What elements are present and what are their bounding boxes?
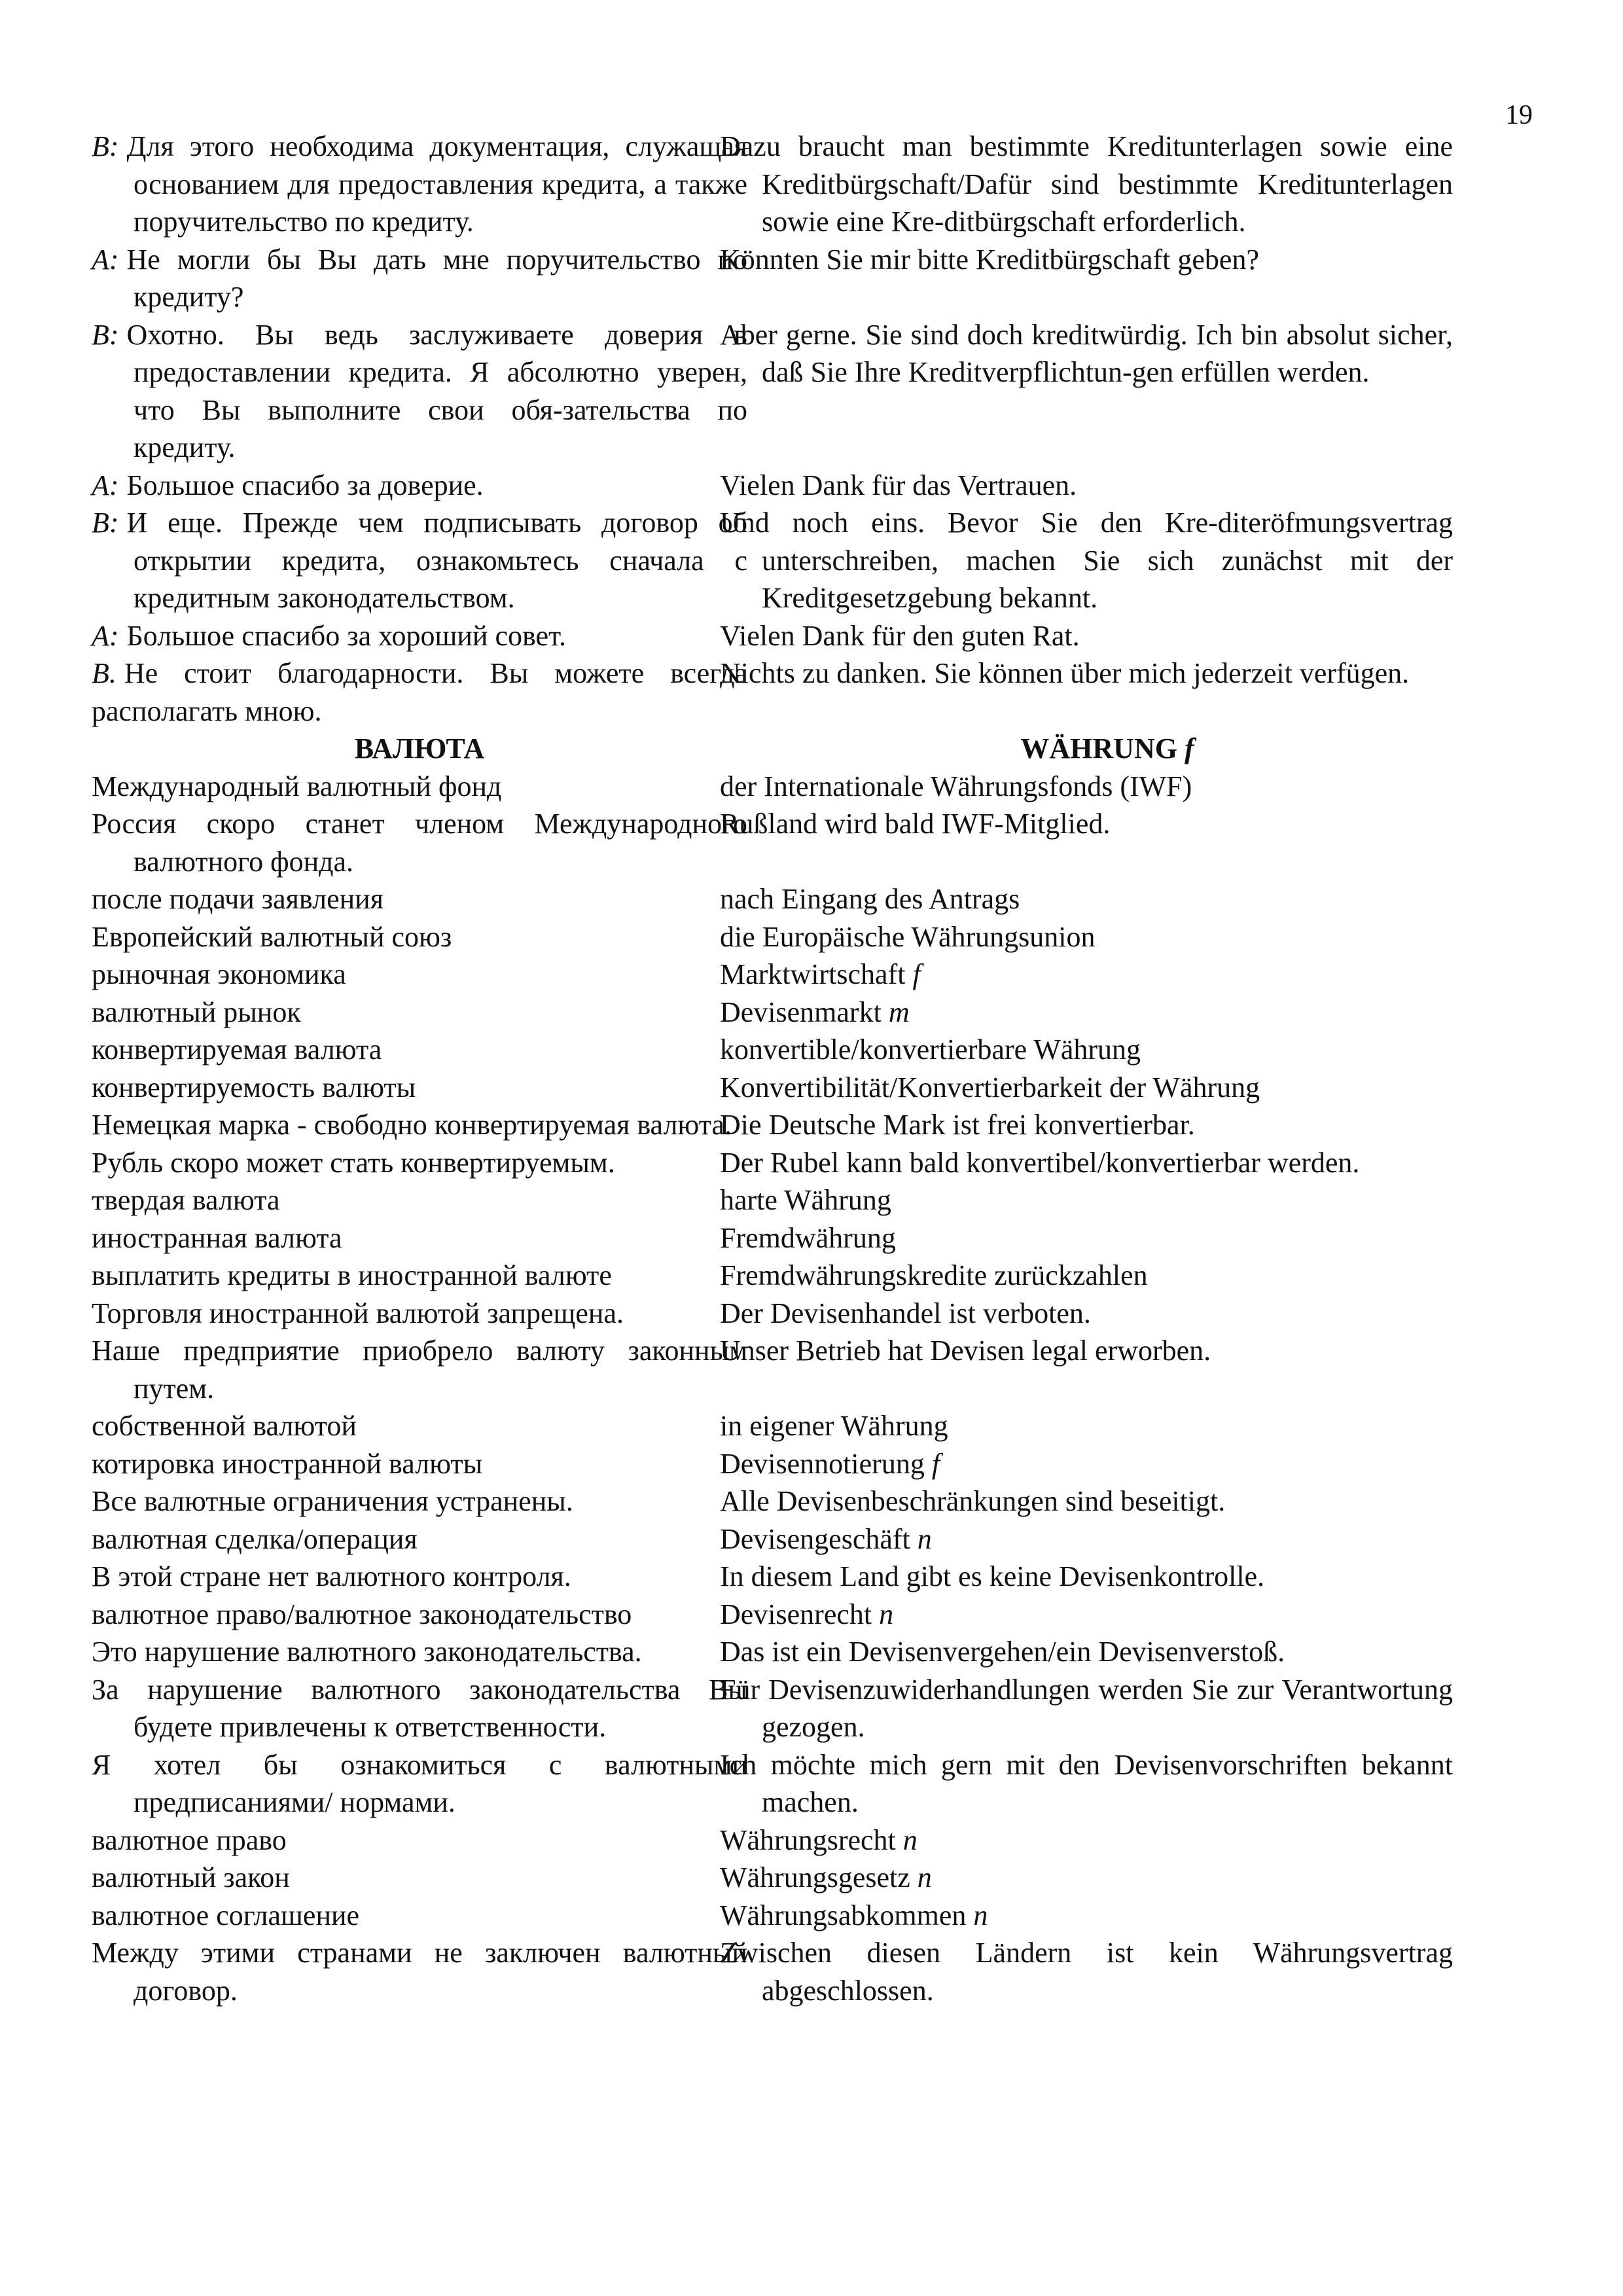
de-term: Der Devisenhandel ist verboten. (720, 1297, 1091, 1329)
gender-marker: f (912, 958, 921, 990)
de-term: Marktwirtschaft f (720, 958, 921, 990)
speaker-label: A: (92, 619, 119, 652)
de-text: Vielen Dank für den guten Rat. (720, 619, 1080, 652)
ru-text: B: И еще. Прежде чем подписывать договор об открытии кредита, ознакомьтесь сначала с кредитным законодательством. (92, 507, 747, 614)
ru-term: Европейский валютный союз (92, 920, 452, 953)
ru-term: Наше предприятие приобрело валюту законным путем. (92, 1335, 747, 1405)
vocab-row (92, 1257, 1453, 1295)
de-term: Fremdwährungskredite zurückzahlen (720, 1259, 1148, 1291)
ru-term: Международный валютный фонд (92, 770, 502, 802)
ru-term: валютное соглашение (92, 1899, 360, 1931)
vocab-row (92, 1219, 1453, 1257)
vocab-row (92, 1746, 1453, 1821)
vocab-row (92, 1144, 1453, 1182)
de-term: Der Rubel kann bald konvertibel/konvertierbar werden. (720, 1146, 1360, 1179)
de-term: Fremdwährung (720, 1221, 896, 1254)
gender-marker: m (888, 996, 910, 1028)
ru-term: котировка иностранной валюты (92, 1447, 483, 1480)
de-term: Devisengeschäft n (720, 1522, 932, 1555)
ru-term: после подачи заявления (92, 883, 383, 915)
de-term: Ich möchte mich gern mit den Devisenvorschriften bekannt machen. (720, 1748, 1453, 1818)
speaker-label: B: (92, 130, 119, 162)
ru-term: Торговля иностранной валютой запрещена. (92, 1297, 624, 1329)
vocab-row (92, 1596, 1453, 1634)
vocab-row (92, 1934, 1453, 2009)
gender-marker: n (917, 1861, 932, 1893)
ru-term: выплатить кредиты в иностранной валюте (92, 1259, 612, 1291)
de-term: Das ist ein Devisenvergehen/ein Devisenverstoß. (720, 1636, 1285, 1668)
dialog-row (92, 617, 1453, 655)
ru-term: конвертируемость валюты (92, 1071, 416, 1103)
vocab-row (92, 1407, 1453, 1445)
vocab-row (92, 1520, 1453, 1558)
de-term: Zwischen diesen Ländern ist kein Währungsvertrag abgeschlossen. (720, 1937, 1453, 2007)
gender-marker: f (931, 1447, 940, 1480)
speaker-label: B: (92, 318, 119, 351)
vocab-row (92, 956, 1453, 994)
speaker-label: B: (92, 507, 119, 539)
de-term: Devisennotierung f (720, 1447, 940, 1480)
vocab-row (92, 1482, 1453, 1520)
ru-term: В этой стране нет валютного контроля. (92, 1560, 571, 1592)
vocab-row (92, 1069, 1453, 1107)
dialog-row (92, 316, 1453, 467)
de-term: Unser Betrieb hat Devisen legal erworben. (720, 1335, 1211, 1367)
ru-term: Немецкая марка - свободно конвертируемая валюта. (92, 1109, 732, 1141)
vocab-row (92, 1633, 1453, 1671)
de-text: Nichts zu danken. Sie können über mich jederzeit verfügen. (720, 657, 1410, 689)
vocab-row (92, 994, 1453, 1031)
vocab-row (92, 1181, 1453, 1219)
vocab-row (92, 1897, 1453, 1935)
de-term: Währungsrecht n (720, 1823, 918, 1856)
bilingual-text (92, 128, 1453, 2009)
de-text: Vielen Dank für das Vertrauen. (720, 469, 1077, 501)
de-text: Aber gerne. Sie sind doch kreditwürdig. Ich bin absolut sicher, daß Sie Ihre Kreditverpflichtun-gen erfüllen werden. (720, 318, 1453, 388)
vocab-row (92, 1445, 1453, 1483)
de-term: harte Währung (720, 1184, 891, 1216)
vocab-row (92, 1106, 1453, 1144)
vocab-row (92, 1859, 1453, 1897)
speaker-label: A: (92, 469, 119, 501)
section-heading (92, 730, 1453, 768)
de-term: in eigener Währung (720, 1410, 948, 1442)
vocab-row (92, 880, 1453, 918)
de-term: Alle Devisenbeschränkungen sind beseitigt. (720, 1485, 1226, 1517)
ru-term: собственной валютой (92, 1410, 357, 1442)
page-number: 19 (1505, 100, 1533, 130)
de-term: die Europäische Währungsunion (720, 920, 1096, 953)
ru-text: A: Большое спасибо за хороший совет. (92, 619, 566, 652)
ru-term: иностранная валюта (92, 1221, 342, 1254)
ru-term: За нарушение валютного законодательства Вы будете привлечены к ответственности. (92, 1673, 747, 1743)
de-term: Die Deutsche Mark ist frei konvertierbar. (720, 1109, 1195, 1141)
vocab-row (92, 1332, 1453, 1407)
ru-term: валютный закон (92, 1861, 290, 1893)
gender-marker: n (917, 1522, 932, 1555)
ru-text: A: Большое спасибо за доверие. (92, 469, 484, 501)
ru-term: Я хотел бы ознакомиться с валютными предписаниями/ нормами. (92, 1748, 747, 1818)
gender-marker: f (1184, 732, 1194, 764)
de-term: In diesem Land gibt es keine Devisenkontrolle. (720, 1560, 1265, 1592)
vocab-row (92, 1821, 1453, 1859)
vocab-row (92, 1558, 1453, 1596)
ru-term: валютное право (92, 1823, 287, 1856)
dialog-row (92, 504, 1453, 617)
de-term: der Internationale Währungsfonds (IWF) (720, 770, 1192, 802)
de-term: Rußland wird bald IWF-Mitglied. (720, 808, 1111, 840)
gender-marker: n (973, 1899, 988, 1931)
dialog-row (92, 655, 1453, 730)
dialog-row (92, 128, 1453, 241)
de-term: Währungsgesetz n (720, 1861, 932, 1893)
heading-ru: ВАЛЮТА (354, 732, 485, 764)
de-text: Dazu braucht man bestimmte Kreditunterlagen sowie eine Kreditbürgschaft/Dafür sind bestimmte Kreditunterlagen sowie eine Kre-ditbürgschaft erforderlich. (720, 130, 1453, 238)
ru-term: Россия скоро станет членом Международного валютного фонда. (92, 808, 747, 878)
ru-text: B: Охотно. Вы ведь заслуживаете доверия в предоставлении кредита. Я абсолютно уверен, что Вы выполните свои обя-зательства по кредиту. (92, 318, 747, 463)
ru-text: B. Не стоит благодарности. Вы можете всегда располагать мною. (92, 657, 747, 727)
ru-term: валютный рынок (92, 996, 301, 1028)
ru-text: B: Для этого необходима документация, служащая основанием для предоставления кредита, а также поручительство по кредиту. (92, 130, 747, 238)
dialog-row (92, 467, 1453, 505)
ru-term: валютное право/валютное законодательство (92, 1598, 632, 1630)
vocab-row (92, 768, 1453, 806)
ru-term: Между этими странами не заключен валютный договор. (92, 1937, 747, 2007)
de-term: Devisenrecht n (720, 1598, 894, 1630)
ru-term: валютная сделка/операция (92, 1522, 418, 1555)
ru-term: рыночная экономика (92, 958, 346, 990)
de-term: konvertible/konvertierbare Währung (720, 1033, 1141, 1066)
ru-term: Рубль скоро может стать конвертируемым. (92, 1146, 615, 1179)
vocabulary-list (92, 768, 1453, 2010)
vocab-row (92, 805, 1453, 880)
ru-text: A: Не могли бы Вы дать мне поручительство по кредиту? (92, 243, 747, 313)
ru-term: Все валютные ограничения устранены. (92, 1485, 573, 1517)
de-text: Könnten Sie mir bitte Kreditbürgschaft geben? (720, 243, 1259, 276)
ru-term: Это нарушение валютного законодательства. (92, 1636, 642, 1668)
de-text: Und noch eins. Bevor Sie den Kre-diteröfmungsvertrag unterschreiben, machen Sie sich zunächst mit der Kreditgesetzgebung bekannt. (720, 507, 1453, 614)
speaker-label: B. (92, 657, 116, 689)
de-term: Devisenmarkt m (720, 996, 910, 1028)
ru-term: конвертируемая валюта (92, 1033, 382, 1066)
vocab-row (92, 918, 1453, 956)
speaker-label: A: (92, 243, 119, 276)
ru-term: твердая валюта (92, 1184, 280, 1216)
de-term: Für Devisenzuwiderhandlungen werden Sie zur Verantwortung gezogen. (720, 1673, 1453, 1743)
gender-marker: n (902, 1823, 918, 1856)
de-term: Konvertibilität/Konvertierbarkeit der Währung (720, 1071, 1260, 1103)
vocab-row (92, 1671, 1453, 1746)
de-term: Währungsabkommen n (720, 1899, 988, 1931)
heading-de: WÄHRUNG f (1020, 732, 1194, 764)
gender-marker: n (879, 1598, 894, 1630)
vocab-row (92, 1031, 1453, 1069)
vocab-row (92, 1295, 1453, 1333)
dialog-row (92, 241, 1453, 316)
de-term: nach Eingang des Antrags (720, 883, 1020, 915)
